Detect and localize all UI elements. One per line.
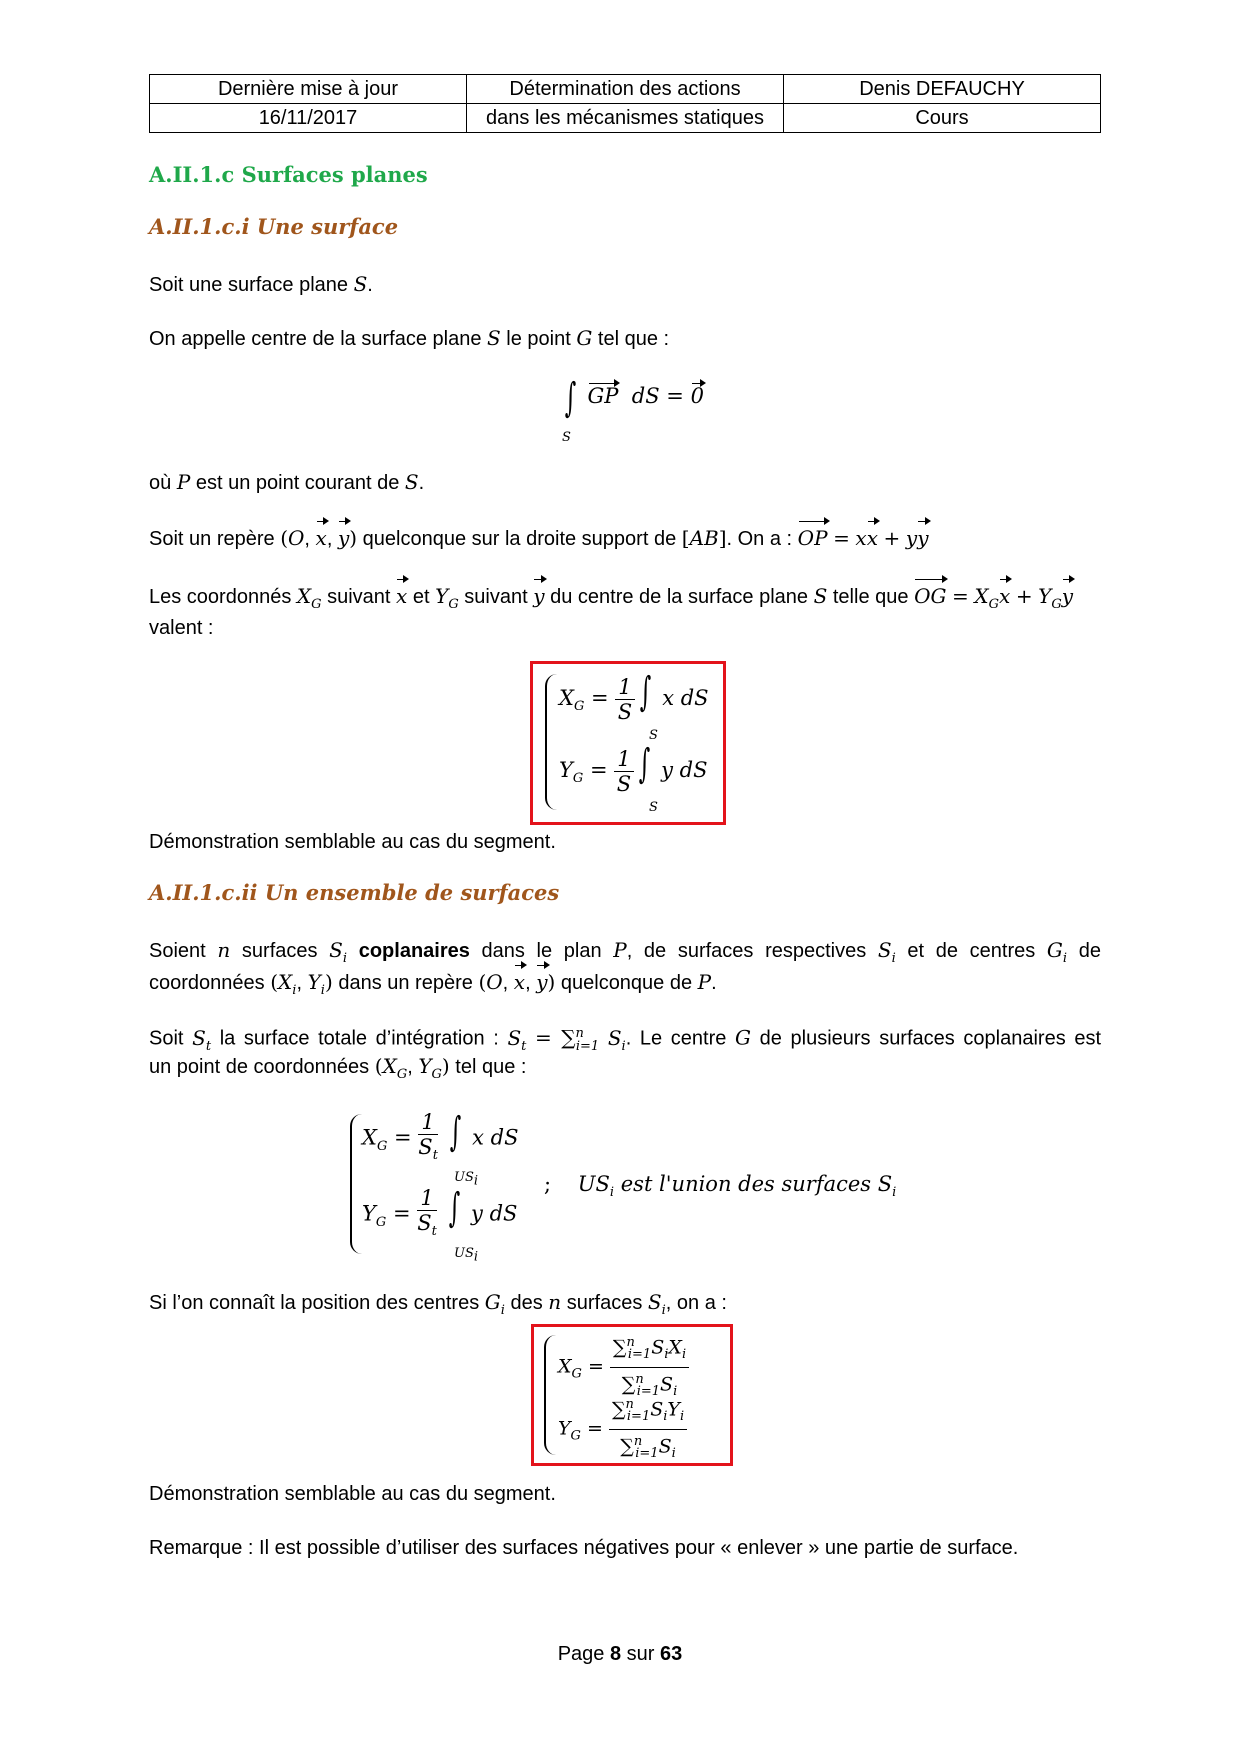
paragraph-coordinates-end: valent : [149, 617, 214, 639]
header-last-update-label: Dernière mise à jour [150, 75, 467, 104]
brace [350, 1114, 362, 1254]
remark: Remarque : Il est possible d’utiliser des surfaces négatives pour « enlever » une partie de surface. [149, 1537, 1019, 1559]
paragraph-frame: Soit un repère (O, x, y) quelconque sur la droite support de [AB]. On a : OP = xx + yy [149, 522, 1101, 555]
formula-xg: $X_G$ = $\frac{1}{S}$ ∫ x dS S [559, 669, 709, 743]
paragraph-coordinates: Les coordonnés $X_G$ suivant x et $Y_G$ suivant y du centre de la surface plane S telle que OG = $X_Gx + Y_Gy$ [149, 580, 1101, 621]
formula-box-weighted-sum [531, 1324, 733, 1466]
header-table [149, 74, 1101, 133]
equation-center-integral: ∫ GP dS = 0 S [562, 375, 704, 445]
paragraph-total-surface-2: un point de coordonnées ($X_G$, $Y_G$) tel que : [149, 1054, 527, 1082]
header-doc-type: Cours [784, 104, 1101, 133]
page-number: 8 [609, 1643, 622, 1665]
paragraph-center-def: On appelle centre de la surface plane S le point G tel que : [149, 326, 670, 350]
formula-yg-weighted: $Y_G$ = $\frac{\sum^n_{i=1}S_iY_i}{\sum^n_{i=1}S_i}$ [558, 1393, 687, 1466]
demo-note-1: Démonstration semblable au cas du segment. [149, 831, 556, 853]
header-title-line1: Détermination des actions [467, 75, 784, 104]
subsection-title-2: A.II.1.c.ii Un ensemble de surfaces [149, 880, 560, 905]
paragraph-set-of-surfaces-2: coordonnées ($X_i$, $Y_i$) dans un repère (O, x, y) quelconque de P. [149, 966, 1101, 1007]
formula-union-surfaces [350, 1108, 910, 1265]
formula-xg-weighted: $X_G$ = $\frac{\sum^n_{i=1}S_iX_i}{\sum^n_{i=1}S_i}$ [558, 1331, 689, 1404]
paragraph-surface-def: Soit une surface plane S. [149, 272, 373, 296]
header-author: Denis DEFAUCHY [784, 75, 1101, 104]
paragraph-set-of-surfaces: Soient n surfaces $S_i$ coplanaires dans le plan P, de surfaces respectives $S_i$ et de centres $G_i$ de [149, 938, 1101, 966]
formula-yg: $Y_G$ = $\frac{1}{S}$ ∫ y dS S [559, 741, 708, 815]
formula-xg-union: $X_G$ = $\frac{1}{S_t}$ ∫ x dS $US_i$ [362, 1108, 519, 1189]
header-title-line2: dans les mécanismes statiques [467, 104, 784, 133]
paragraph-total-surface: Soit $S_t$ la surface totale d’intégration : $S_t = \sum^n_{i=1}$ $S_i$. Le centre G de plusieurs surfaces coplanaires est [149, 1025, 1102, 1054]
brace [544, 1335, 556, 1455]
formula-box-single-surface [530, 661, 726, 825]
header-date: 16/11/2017 [150, 104, 467, 133]
page-total: 63 [660, 1643, 683, 1665]
subsection-title-1: A.II.1.c.i Une surface [149, 214, 399, 239]
demo-note-2: Démonstration semblable au cas du segment. [149, 1483, 556, 1505]
page-footer: Page 8 sur 63 [557, 1643, 683, 1665]
brace [545, 674, 557, 810]
paragraph-known-centers: Si l’on connaît la position des centres $G_i$ des n surfaces $S_i$, on a : [149, 1290, 727, 1318]
section-title: A.II.1.c Surfaces planes [149, 162, 428, 187]
paragraph-current-point: où P est un point courant de S. [149, 470, 425, 494]
formula-union-note: ; $US_i$ est l'union des surfaces $S_i$ [544, 1172, 897, 1201]
formula-yg-union: $Y_G$ = $\frac{1}{S_t}$ ∫ y dS $US_i$ [362, 1184, 518, 1265]
